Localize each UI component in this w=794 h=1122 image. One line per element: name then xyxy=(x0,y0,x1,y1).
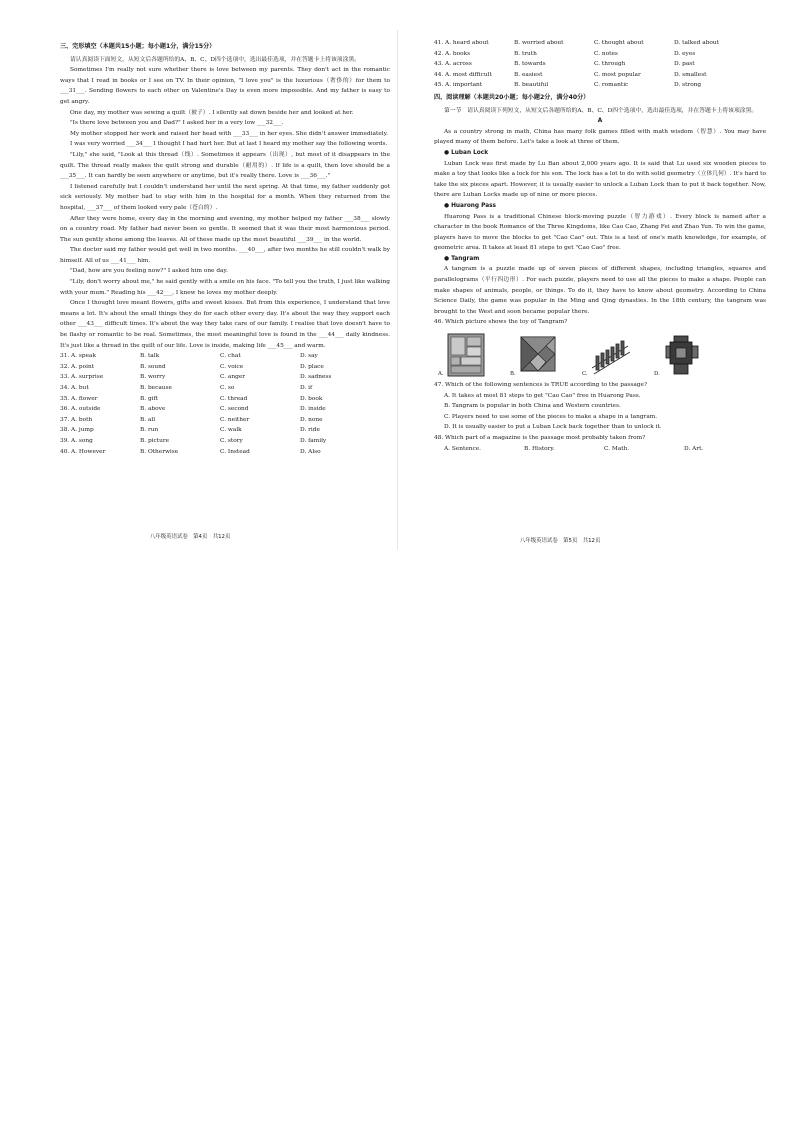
option: C. thread xyxy=(220,395,248,402)
option: B. easiest xyxy=(514,71,543,78)
option: C. so xyxy=(220,385,235,391)
question-47-option: C. Players need to use some of the pieces to make a shape in a tangram. xyxy=(444,413,658,420)
option-row xyxy=(60,372,390,383)
option: B. towards xyxy=(514,61,546,68)
option: D. ride xyxy=(300,427,320,434)
picture-d-luban-lock xyxy=(654,332,702,378)
option: 39. A. song xyxy=(60,437,93,444)
option: B. beautiful xyxy=(514,82,549,89)
picture-a-huarong-board xyxy=(438,332,486,378)
option-row xyxy=(60,404,390,415)
page-footer-left: 八年级英语试卷 第4页 共12页 xyxy=(150,534,231,540)
cloze-paragraph: Once I thought love meant flowers, gifts and sweet kisses. But from this experience, I understand that love means a lot. It's about the small things they do for each other every day. It's about the way they support each other ___43___ difficult times. It's about the way they take care of our family. I realise that love doesn't have to be flashy or romantic to be real. Sometimes, the most meaningful love is found in the ___44___ daily kindness. It's just like a thread in the quilt of our life. Love is inside, making life ___45___ and warm. xyxy=(60,300,390,349)
option: B. History. xyxy=(524,445,555,452)
option-row xyxy=(60,436,390,447)
picture-label: A. xyxy=(438,371,444,378)
option: B. above xyxy=(140,406,166,413)
option: C. anger xyxy=(220,374,246,381)
option: D. Art. xyxy=(684,445,704,452)
cloze-paragraph: One day, my mother was sewing a quilt（被子）. I silently sat down beside her and looked at her. xyxy=(70,109,354,116)
option-row xyxy=(434,49,766,60)
passage-intro: As a country strong in math, China has many folk games filled with math wisdom（智慧）. You may have played many of them before. Let's take a look at three of them. xyxy=(434,128,766,146)
section-heading-huarong-pass: ● Huarong Pass xyxy=(444,202,497,209)
left-page xyxy=(60,40,390,457)
question-47-option: A. It takes at most 81 steps to get "Cao Cao" free in Huarong Pass. xyxy=(444,392,641,399)
option: D. past xyxy=(674,61,695,68)
picture-label: B. xyxy=(510,371,516,378)
option: C. second xyxy=(220,406,249,413)
option: 33. A. surprise xyxy=(60,374,104,381)
option: A. Sentence. xyxy=(444,445,482,452)
cloze-paragraph: "Lily," she said, "Look at this thread（线）. Sometimes it appears（出现）, but most of it disappears in the quilt. The thread really makes the quilt strong and durable（耐用的）. If life is a quilt, then love should be a ___35___. It can hardly be seen anywhere or anytime, but it's really there. Love is ___36___." xyxy=(60,151,390,180)
option-row xyxy=(434,38,766,49)
option-row xyxy=(60,351,390,362)
question-47: 47. Which of the following sentences is TRUE according to the passage? xyxy=(434,382,648,389)
page-divider xyxy=(397,30,398,550)
reading-section-title: 四、阅读理解（本题共20小题；每小题2分，满分40分） xyxy=(434,93,590,101)
cloze-paragraph: "Is there love between you and Dad?" I asked her in a very low ___32___. xyxy=(70,120,284,127)
option: B. truth xyxy=(514,50,537,57)
option: C. Instead xyxy=(220,448,250,455)
option: 40. A. However xyxy=(60,448,106,455)
option: B. all xyxy=(140,416,156,423)
cloze-options-continued xyxy=(434,38,766,91)
cloze-paragraph: "Dad, how are you feeling now?" I asked him one day. xyxy=(70,268,228,275)
question-46: 46. Which picture shows the toy of Tangram? xyxy=(434,319,568,326)
section-text-huarong-pass: Huarong Pass is a traditional Chinese block-moving puzzle（智力游戏）. Every block is named after a character in the book Romance of the Three Kingdoms, like Cao Cao, Zhang Fei and Zhao Yun. To win the game, players have to move the blocks to get "Cao Cao" out. This is a test of one's math knowledge, for example, of geometric area. It takes at least 81 steps to get "Cao Cao" free. xyxy=(434,213,766,252)
option: C. through xyxy=(594,61,626,68)
cloze-paragraph: I was very worried ___34___ I thought I had hurt her. But at last I heard my mother say the following words. xyxy=(70,141,388,148)
cloze-paragraph: My mother stopped her work and raised her head with ___33___ in her eyes. She didn't answer immediately. xyxy=(70,130,388,137)
picture-label: C. xyxy=(582,371,588,378)
cloze-paragraph: Sometimes I'm really not sure whether there is love between my parents. They don't act in the romantic ways that I read in books or I see on TV. In their opinion, "I love you" is the luxurious（奢侈的）for them to ___31___. Sending flowers to each other on Valentine's Day is even more impossible. And my father is easy to get angry. xyxy=(60,67,390,105)
option: D. sadness xyxy=(300,374,332,381)
picture-c-abacus-like xyxy=(582,332,630,378)
option: D. place xyxy=(300,363,324,370)
picture-b-tangram xyxy=(510,332,558,378)
cloze-paragraph: The doctor said my father would get well in two months. ___40___, after two months he still couldn't walk by himself. All of us ___41___ him. xyxy=(60,247,390,264)
option: C. romantic xyxy=(594,82,629,89)
option: C. neither xyxy=(220,416,250,423)
option: D. family xyxy=(300,437,327,444)
cloze-options xyxy=(60,351,390,457)
option: 44. A. most difficult xyxy=(434,71,492,78)
option: 42. A. books xyxy=(434,50,471,57)
cloze-instruction: 请认真阅读下面短文，从短文后各题所给的A、B、C、D四个选项中，选出最佳选项，并在答题卡上将该项涂黑。 xyxy=(70,56,360,63)
option: 37. A. both xyxy=(60,416,93,423)
option: D. strong xyxy=(674,82,702,89)
question-46-pictures xyxy=(438,330,766,378)
passage-label: A xyxy=(597,118,603,125)
option: D. book xyxy=(300,395,323,402)
option: B. worried about xyxy=(514,40,564,46)
option: 31. A. speak xyxy=(60,353,97,360)
option: C. most popular xyxy=(594,71,641,78)
option: B. Otherwise xyxy=(140,448,179,455)
option: D. none xyxy=(300,416,323,423)
question-47-option: B. Tangram is popular in both China and Western countries. xyxy=(444,403,621,410)
option: C. walk xyxy=(220,427,242,434)
option: B. run xyxy=(140,427,159,434)
option-row xyxy=(60,415,390,426)
section-heading-tangram: ● Tangram xyxy=(444,255,480,262)
section-heading-luban-lock: ● Luban Lock xyxy=(444,149,489,156)
option-row xyxy=(60,447,390,458)
reading-instruction: 第一节 请认真阅读下列短文，从短文后各题所给的A、B、C、D四个选项中，选出最佳选项，并在答题卡上将该项涂黑。 xyxy=(444,107,758,114)
question-48: 48. Which part of a magazine is the passage most probably taken from? xyxy=(434,435,646,441)
page-footer-right: 八年级英语试卷 第5页 共12页 xyxy=(520,538,601,544)
question-47-option: D. It is usually easier to put a Luban Lock back together than to unlock it. xyxy=(444,424,662,431)
option: D. eyes xyxy=(674,50,696,57)
option: B. worry xyxy=(140,374,166,381)
option: D. Also xyxy=(300,448,321,455)
section-text-tangram: A tangram is a puzzle made up of seven pieces of different shapes, including triangles, squares and parallelograms（平行四边形）. For each puzzle, players need to use all the pieces to make a shape. People can make shapes of animals, people, or things. To do it, they have to know about geometry. According to China Science Daily, the game was popular in the Ming and Qing dynasties. In the 18th century, the tangram was brought to the West and soon became popular there. xyxy=(434,266,766,315)
cloze-section-title: 三、完形填空（本题共15小题；每小题1分，满分15分） xyxy=(60,43,216,50)
option-row xyxy=(60,383,390,394)
option: 36. A. outside xyxy=(60,406,101,413)
option-row xyxy=(434,80,766,91)
option: B. because xyxy=(140,385,172,391)
option: 32. A. point xyxy=(60,363,95,370)
option-row xyxy=(434,59,766,70)
cloze-paragraph: After they were home, every day in the morning and evening, my mother helped my father ___38___ slowly on a country road. My father had never been so gentle. It seemed that it was their most harmonious period. The sun gently shone among the leaves. All of these made up the most beautiful ___39___ in the world. xyxy=(60,215,390,243)
cloze-paragraph: "Lily, don't worry about me," he said gently with a smile on his face. "To tell you the truth, I just like walking with your mum." Reading his ___42___, I knew he loves my mother deeply. xyxy=(60,279,390,296)
option: 35. A. flower xyxy=(60,395,98,402)
option: D. say xyxy=(300,353,318,360)
option: C. notes xyxy=(594,50,618,57)
option: D. talked about xyxy=(674,40,719,46)
section-text-luban-lock: Luban Lock was first made by Lu Ban about 2,000 years ago. It is said that Lu used six wooden pieces to make a toy that looks like a lock for his son. The lock has a lot to do with solid geometry（立体几何）. It's hard to take the six pieces apart. However, it is usually easier to unlock a Luban Lock than to put it back together. Now, there are Luban Locks made up of nine or more pieces. xyxy=(434,160,766,199)
right-page xyxy=(434,38,766,454)
option: C. voice xyxy=(220,363,244,370)
option: D. if xyxy=(300,385,313,391)
option-row xyxy=(60,394,390,405)
question-48-options xyxy=(434,444,766,455)
option: 34. A. but xyxy=(60,385,89,391)
option-row xyxy=(60,362,390,373)
option-row xyxy=(434,70,766,81)
option: 43. A. across xyxy=(434,61,472,68)
option: 41. A. heard about xyxy=(434,40,489,46)
picture-label: D. xyxy=(654,371,660,378)
option: C. story xyxy=(220,437,243,444)
option: B. sound xyxy=(140,363,166,370)
option: D. smallest xyxy=(674,71,707,78)
option-row xyxy=(60,425,390,436)
option: C. thought about xyxy=(594,40,644,46)
option: C. chat xyxy=(220,353,241,360)
option: C. Math. xyxy=(604,445,630,452)
option: B. picture xyxy=(140,437,170,444)
cloze-paragraph: I listened carefully but I couldn't understand her until the next spring. At that time, my father suddenly got sick seriously. My mother had to stay with him in the hospital for a month. When they returned from the hospital, ___37___ of them looked very pale（苍白的）. xyxy=(60,183,390,211)
option: B. gift xyxy=(140,395,158,402)
option: 38. A. jump xyxy=(60,427,94,434)
option: D. inside xyxy=(300,406,326,413)
option: B. talk xyxy=(140,353,160,360)
option: 45. A. important xyxy=(434,82,483,89)
